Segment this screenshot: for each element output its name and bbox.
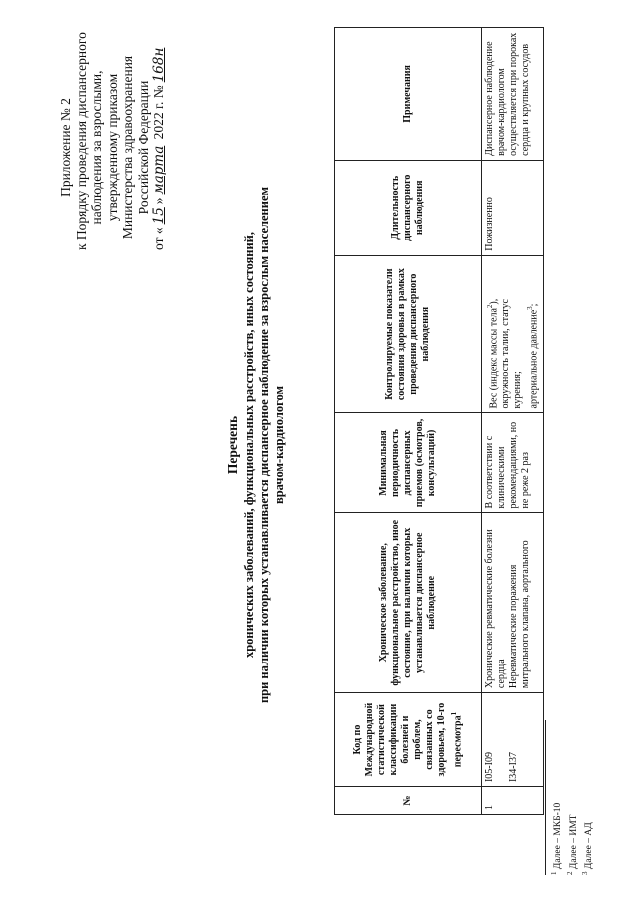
cell-disease bbox=[482, 513, 544, 693]
annex-line-6: Российской Федерации bbox=[135, 80, 151, 215]
footnote-ref-2: 2 bbox=[486, 304, 494, 309]
annex-line-1: Приложение № 2 bbox=[58, 98, 73, 197]
cell-num: 1 bbox=[482, 787, 544, 815]
footnote-3 bbox=[580, 720, 596, 875]
indicator-1-end: ), bbox=[488, 298, 500, 305]
title-line-3: врачом-кардиологом bbox=[272, 386, 286, 505]
cell-code bbox=[482, 693, 544, 787]
header-notes: Примечания bbox=[335, 28, 482, 161]
cell-duration: Пожизненно bbox=[482, 160, 544, 255]
indicator-3-end: ; bbox=[528, 303, 540, 307]
indicator-2: окружность талии, статус курения; bbox=[500, 299, 524, 409]
footnote-1-mark: 1 bbox=[550, 871, 558, 875]
indicator-1-text: Вес (индекс массы тела bbox=[488, 308, 500, 409]
code-2: I34-I37 bbox=[508, 752, 519, 783]
annex-date-line bbox=[151, 45, 168, 250]
disease-table bbox=[334, 27, 544, 815]
indicator-3-text: артериальное давление bbox=[528, 309, 540, 409]
code-1: I05-I09 bbox=[484, 752, 495, 783]
footnote-2-mark: 2 bbox=[565, 871, 574, 875]
header-code bbox=[335, 693, 482, 787]
footnote-2-text: Далее – ИМТ bbox=[568, 814, 579, 870]
header-indicators: Контролируемые показатели состояния здоровья в рамках проведения диспансерного наблюдения bbox=[335, 255, 482, 413]
date-mid: » bbox=[151, 197, 166, 205]
cell-frequency: В соответствии с клиническими рекомендациями, но не реже 2 раз bbox=[482, 413, 544, 513]
title-line-1: хронических заболеваний, функциональных расстройств, иных состояний, bbox=[242, 232, 256, 659]
annex-line-3: наблюдения за взрослыми, bbox=[89, 70, 104, 225]
disease-1: Хронические ревматические болезни сердца bbox=[484, 529, 507, 689]
title-heading: Перечень bbox=[225, 415, 240, 475]
disease-2: Неревматические поражения митрального клапана, аортального bbox=[508, 540, 531, 689]
header-duration: Длительность диспансерного наблюдения bbox=[335, 160, 482, 255]
footnote-1 bbox=[549, 720, 565, 875]
title-line-2: при наличии которых устанавливается диспансерное наблюдение за взрослым населением bbox=[257, 186, 271, 704]
handwritten-day: 15 bbox=[151, 207, 167, 225]
cell-indicators bbox=[482, 255, 544, 413]
annex-line-2: к Порядку проведения диспансерного bbox=[73, 32, 89, 250]
cell-notes: Диспансерное наблюдение врачом-кардиологом осуществляется при пороках сердца и крупных сосудов bbox=[482, 28, 544, 161]
footnote-1-text: Далее – МКБ-10 bbox=[553, 802, 564, 870]
footnote-3-mark: 3 bbox=[581, 871, 590, 875]
header-num: № bbox=[335, 787, 482, 815]
indicator-3 bbox=[524, 260, 540, 409]
document-title bbox=[225, 185, 287, 705]
header-disease: Хроническое заболевание, функциональное расстройство, иное состояние, при наличии которых устанавливается диспансерное наблюдение bbox=[335, 513, 482, 693]
annex-line-4: утвержденному приказом bbox=[104, 73, 120, 222]
footnote-2 bbox=[565, 720, 581, 875]
footnote-divider bbox=[545, 720, 546, 875]
handwritten-month: марта bbox=[151, 145, 167, 195]
footnote-ref-1: 1 bbox=[449, 711, 458, 716]
footnote-ref-3: 3 bbox=[526, 306, 535, 310]
footnotes bbox=[545, 720, 596, 875]
annex-block bbox=[58, 32, 168, 250]
footnote-3-text: Далее – АД bbox=[584, 822, 595, 870]
handwritten-order-number: 168н bbox=[151, 47, 167, 83]
annex-line-5: Министерства здравоохранения bbox=[120, 55, 135, 240]
date-year: 2022 г. № bbox=[151, 85, 166, 140]
indicator-1 bbox=[484, 260, 500, 409]
table-row bbox=[482, 28, 544, 815]
header-frequency: Минимальная периодичность диспансерных приемов (осмотров, консультаций) bbox=[335, 413, 482, 513]
header-code-text: Код по Международной статистической классификации болезней и проблем, связанных со здоровьем, 10-го пересмотра bbox=[351, 702, 464, 777]
table-header-row bbox=[335, 28, 482, 815]
date-prefix: от « bbox=[151, 227, 166, 250]
